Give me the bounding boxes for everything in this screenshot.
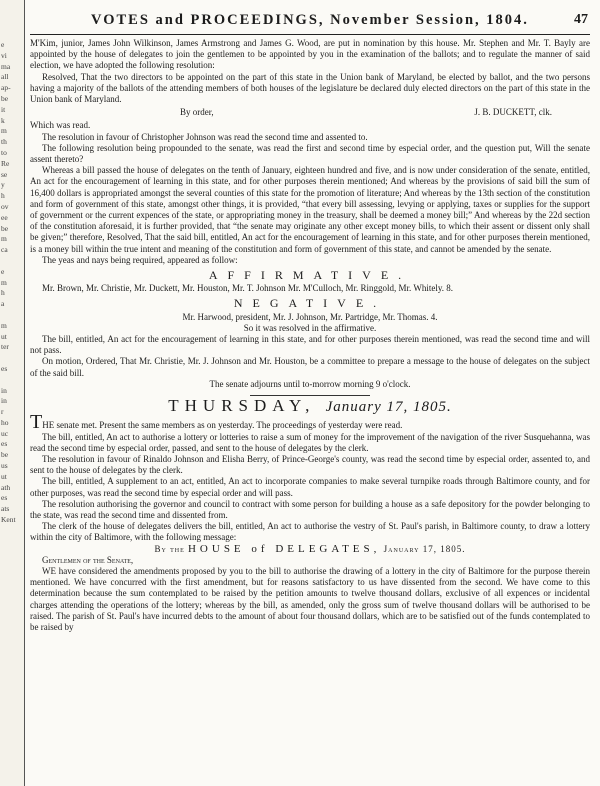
margin-fragment: be xyxy=(1,450,9,460)
day-name: THURSDAY, xyxy=(168,396,316,416)
margin-fragment: es xyxy=(1,439,8,449)
margin-fragment xyxy=(1,256,21,267)
affirmative-heading: AFFIRMATIVE. xyxy=(208,268,412,283)
message-date: January 17, 1805. xyxy=(383,543,466,554)
paragraph: The resolution in favour of Rinaldo Johnson and Elisha Berry, of Prince-George's county, was read the second time by especial order, assented to, and sent to the house of delegates by the clerk. xyxy=(30,453,590,476)
day-date: January 17, 1805. xyxy=(325,399,452,416)
margin-fragment: all xyxy=(1,72,9,82)
margin-fragment: h xyxy=(1,191,5,201)
margin-fragment: m xyxy=(1,277,7,287)
margin-fragment: ut xyxy=(1,471,7,481)
margin-fragment: r xyxy=(1,407,4,417)
running-head xyxy=(30,8,590,35)
margin-fragment: be xyxy=(1,223,9,233)
paragraph xyxy=(30,411,590,434)
paragraph: The resolution authorising the governor and council to contract with some person for building a house as a safe depository for the powder belonging to the state, was read the second time and dissented from. xyxy=(30,498,590,520)
margin-fragment: se xyxy=(1,169,8,179)
margin-fragment: th xyxy=(1,137,7,147)
margin-fragment: es xyxy=(1,493,8,503)
margin-fragment: h xyxy=(1,288,5,298)
page-content xyxy=(30,8,590,784)
drop-cap: T xyxy=(30,411,43,434)
affirmative-names: Mr. Brown, Mr. Christie, Mr. Duckett, Mr. Houston, Mr. T. Johnson Mr. M'Culloch, Mr. Ringgold, Mr. Whitely. 8. xyxy=(42,283,454,294)
margin-fragment: vi xyxy=(1,50,7,60)
margin-fragment: to xyxy=(1,147,7,157)
margin-fragment: ath xyxy=(1,482,11,492)
margin-fragment: ma xyxy=(1,61,11,71)
body-text xyxy=(30,38,590,633)
paragraph: The clerk of the house of delegates delivers the bill, entitled, An act to authorise the vestry of St. Paul's parish, in Baltimore county, to draw a lottery within the city of Baltimore, with the following message: xyxy=(30,521,590,543)
salutation: Gentlemen of the Senate, xyxy=(42,554,134,565)
margin-fragment: us xyxy=(1,461,8,471)
negative-heading: NEGATIVE. xyxy=(233,296,387,311)
adjournment-line: The senate adjourns until to-morrow morning 9 o'clock. xyxy=(209,378,411,389)
margin-fragment: ee xyxy=(1,212,8,222)
paragraph: The bill, entitled, A supplement to an act, entitled, An act to incorporate companies to make several turnpike roads through Baltimore county, and for other purposes, was read the second time by especial order and will pass. xyxy=(30,476,590,498)
margin-fragment: ter xyxy=(1,342,9,352)
paragraph: WE have considered the amendments proposed by you to the bill to authorise the drawing of a lottery in the city of Baltimore for the purpose therein mentioned. We have concurred with the first amendment, but for reasons satisfactory to us have dissented from the second. We have come to this determination because the sum contemplated to be raised by the petition amounts to twelve thousand dollars, exclusive of all expences or incidental charges attending the operations of the lottery; whereas by the bill, as amended, only the gross sum of twelve thousand dollars will be authorised to be raised. The parish of St. Paul's have incurred debts to the amount of about four thousand dollars, which are to be satisfied out of the funds contemplated to be raised by xyxy=(30,565,590,632)
paragraph: On motion, Ordered, That Mr. Christie, Mr. J. Johnson and Mr. Houston, be a committee to prepare a message to the house of delegates on the subject of the said bill. xyxy=(30,356,590,378)
margin-fragment: e xyxy=(1,40,5,49)
paragraph: The bill, entitled, An act to authorise a lottery or lotteries to raise a sum of money for the improvement of the navigation of the river Susquehanna, was read the second time by especial order, passed, and sent to the house of delegates by the clerk. xyxy=(30,431,590,453)
margin-fragment: m xyxy=(1,234,7,244)
message-heading xyxy=(30,544,590,555)
margin-fragment: uc xyxy=(1,428,9,438)
margin-fragment: ap- xyxy=(1,83,11,93)
order-label: By order, xyxy=(180,107,214,118)
order-signatory: J. B. DUCKETT, clk. xyxy=(474,107,552,118)
margin-fragment: Kent xyxy=(1,515,16,525)
margin-fragment xyxy=(1,375,21,386)
margin-fragment: ho xyxy=(1,417,9,427)
margin-fragment: k xyxy=(1,115,5,125)
margin-text-fragments xyxy=(1,40,21,526)
order-signature xyxy=(30,107,590,118)
facing-page-margin xyxy=(0,0,25,786)
margin-fragment: m xyxy=(1,126,7,136)
paragraph: The bill, entitled, An act for the encouragement of learning in this state, and for other purposes therein mentioned, was read the second time and will not pass. xyxy=(30,334,590,356)
margin-fragment: it xyxy=(1,104,6,114)
margin-fragment: a xyxy=(1,299,5,309)
message-prefix: By the xyxy=(154,543,185,554)
margin-fragment xyxy=(1,310,21,321)
message-house: HOUSE of DELEGATES, xyxy=(187,542,381,555)
margin-fragment: in xyxy=(1,396,7,406)
paragraph: The yeas and nays being required, appeared as follow: xyxy=(42,254,238,265)
paragraph: M'Kim, junior, James John Wilkinson, James Armstrong and James G. Wood, are put in nomination by this house. Mr. Stephen and Mr. T. Bayly are appointed by the house of delegates to join the gentlemen to be appointed by you in the examination of the ballots; and to regulate the manner of said election, we have adopted the following resolution: xyxy=(30,38,590,71)
margin-fragment: ut xyxy=(1,331,7,341)
margin-fragment: m xyxy=(1,320,7,330)
paragraph: So it was resolved in the affirmative. xyxy=(243,322,377,333)
margin-fragment: es xyxy=(1,363,8,373)
margin-fragment: be xyxy=(1,93,9,103)
margin-fragment: ca xyxy=(1,245,8,255)
negative-names: Mr. Harwood, president, Mr. J. Johnson, Mr. Partridge, Mr. Thomas. 4. xyxy=(182,311,438,322)
day-heading xyxy=(30,396,590,416)
paragraph: The following resolution being propounded to the senate, was read the first and second time by especial order, and the question put, Will the senate assent thereto? xyxy=(30,142,590,165)
paragraph: Whereas a bill passed the house of delegates on the tenth of January, eighteen hundred and five, and is now under consideration of the senate, entitled, An act for the encouragement of learning in this state, and for other purposes therein mentioned; And whereas by the provisions of said bill the sum of 16,400 dollars is appropriated amongst the several counties of this state for the promotion of literature; And whereas by the 13th section of the constitution and form of government of this state, amongst other things, it is provided, “that every bill assessing, levying or applying, taxes or supplies for the support of government or the current expences of the state, or appropriating money in the treasury, shall be deemed a money bill;” And whereas by the 22d section of the constitution aforesaid, it is further provided, that “the senate may originate any other except money bills, to which their assent or dissent only shall be given;” therefore, Resolved, That the said bill, entitled, An act for the encouragement of learning in this state, and for other purposes therein mentioned, is a money bill within the true intent and meaning of the constitution and form of government of this state, and cannot be amended by the senate. xyxy=(30,165,590,254)
resolution-paragraph: Resolved, That the two directors to be appointed on the part of this state in the Union bank of Maryland, be elected by ballot, and the two persons having a majority of the ballots of the attending members of both houses of the legislature be declared duly elected directors on the part of this state in the Union bank of Maryland. xyxy=(30,71,590,105)
paragraph: Which was read. xyxy=(30,120,91,131)
margin-fragment: e xyxy=(1,266,5,276)
running-title: VOTES and PROCEEDINGS, November Session, 1804. xyxy=(91,12,529,28)
margin-fragment: Re xyxy=(1,158,10,168)
margin-fragment: ov xyxy=(1,201,9,211)
paragraph: The resolution in favour of Christopher Johnson was read the second time and assented to. xyxy=(42,131,368,142)
margin-fragment: in xyxy=(1,385,7,395)
margin-fragment xyxy=(1,353,21,364)
margin-fragment: y xyxy=(1,180,5,190)
page-number: 47 xyxy=(574,12,588,27)
margin-fragment: ats xyxy=(1,504,10,514)
paragraph-text: HE senate met. Present the same members as on yesterday. The proceedings of yesterday were read. xyxy=(42,420,403,431)
